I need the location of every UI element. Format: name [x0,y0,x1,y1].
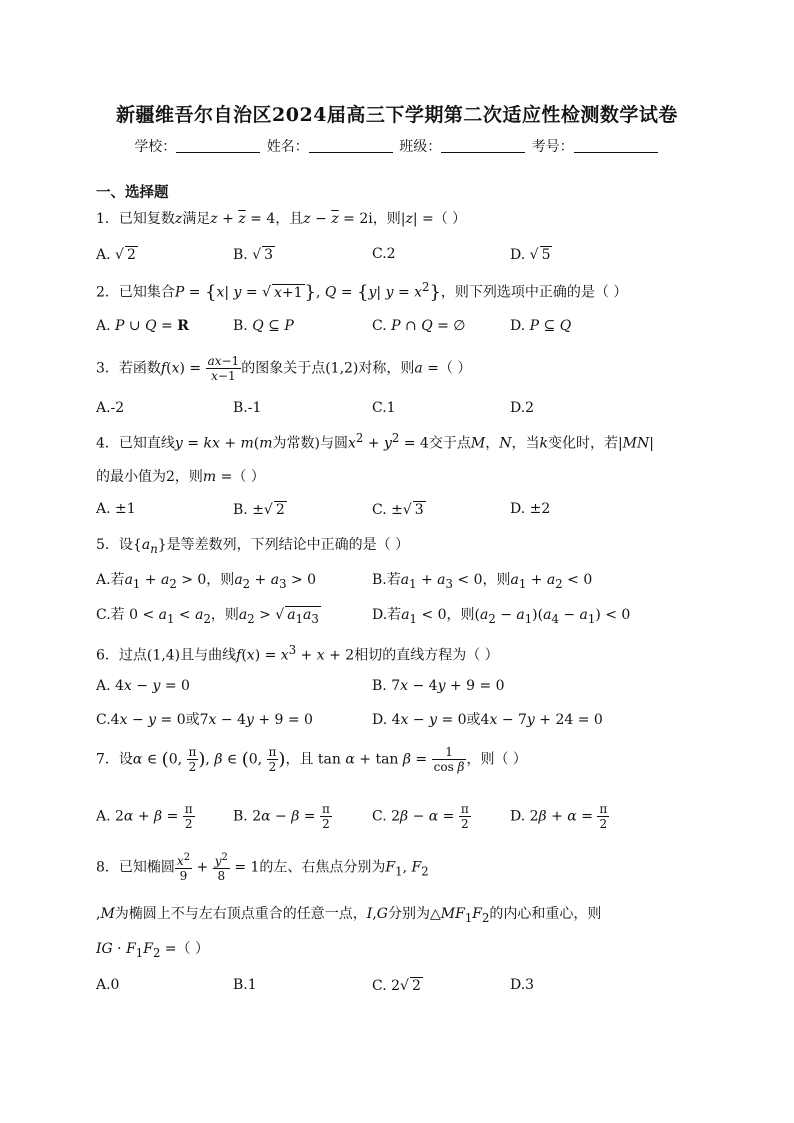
school-label: 学校： [134,139,177,155]
question-7-stem: 7．设α ∈ (0, $\frac{\pi}{2}$ ), β ∈ (0, $\frac{\pi}{2}$ )，且 tan α + tan β = $\frac{1}{\text{cos β}}$ ，则（ ） [96,745,527,774]
exam-number-blank[interactable] [574,152,658,153]
question-6-stem: 6．过点(1,4)且与曲线$f(x) = x^3 + x + 2$相切的直线方程为（ ） [96,643,499,664]
question-1-option-c[interactable]: C.2 [372,246,396,262]
question-2-option-a[interactable]: A. P ∪ Q = R [96,318,189,334]
question-4-option-d[interactable]: D. ±2 [510,501,551,517]
question-3-stem: 3．若函数f(x) = $\frac{ax-1}{x-1}$ 的图象关于点(1,2)对称，则a =（ ） [96,354,472,383]
question-7-option-c[interactable]: C. 2β − α = $\frac{\pi}{2}$ [372,802,469,831]
question-4-option-a[interactable]: A. ±1 [96,501,136,517]
class-label: 班级： [399,139,442,155]
question-1-option-b[interactable]: B. √ 3 [233,247,274,263]
question-5-option-a[interactable]: A.若$a_1 + a_2 > 0$，则$a_2 + a_3 > 0$ [96,572,317,591]
question-6-option-a[interactable]: A. 4x − y = 0 [96,678,190,694]
question-6-option-c[interactable]: C.4x − y = 0或7x − 4y + 9 = 0 [96,712,313,728]
question-8-option-a[interactable]: A.0 [96,977,120,993]
question-1-option-d[interactable]: D. √ 5 [510,247,551,263]
question-2-option-c[interactable]: C. P ∩ Q = ∅ [372,318,466,334]
question-5-option-d[interactable]: D.若$a_1 < 0$，则$(a_2 - a_1)(a_4 - a_1) < 0$ [372,607,631,626]
class-blank[interactable] [441,152,525,153]
question-7-option-d[interactable]: D. 2β + α = $\frac{\pi}{2}$ [510,802,608,831]
name-label: 姓名： [266,139,309,155]
question-8-option-c[interactable]: C. 2√ 2 [372,978,421,994]
school-blank[interactable] [176,152,260,153]
section-heading: 一、选择题 [96,184,169,201]
question-2-option-d[interactable]: D. P ⊆ Q [510,318,572,334]
question-7-option-b[interactable]: B. 2α − β = $\frac{\pi}{2}$ [233,802,330,831]
question-8-stem-line-1: 8．已知椭圆 $\frac{x^2}{9}$ + $\frac{y^2}{8}$ = 1的左、右焦点分别为$F_1$, $F_2$ [96,852,429,883]
question-4-option-b[interactable]: B. ±√ 2 [233,502,285,518]
question-8-option-d[interactable]: D.3 [510,977,535,993]
question-5-option-b[interactable]: B.若$a_1 + a_3 < 0$，则$a_1 + a_2 < 0$ [372,572,593,591]
student-info-line [0,136,794,156]
question-5-stem: 5．设$\{a_n\}$是等差数列，下列结论中正确的是（ ） [96,537,410,556]
question-6-option-b[interactable]: B. 7x − 4y + 9 = 0 [372,678,505,694]
question-3-option-b[interactable]: B.-1 [233,400,262,416]
question-4-option-c[interactable]: C. ±√ 3 [372,502,424,518]
question-4-stem-line-1: 4．已知直线y = kx + m(m为常数)与圆$x^2 + y^2 = 4$交于点M，N，当k变化时，若|MN| [96,431,654,452]
exam-number-label: 考号： [531,139,574,155]
question-1-option-a[interactable]: A. √ 2 [96,247,136,263]
question-8-option-b[interactable]: B.1 [233,977,257,993]
question-3-option-d[interactable]: D.2 [510,400,535,416]
question-4-stem-line-2: 的最小值为2，则m =（ ） [96,469,265,485]
name-blank[interactable] [309,152,393,153]
question-3-option-a[interactable]: A.-2 [96,400,125,416]
question-1-stem: 1．已知复数z满足$z + \overline{z} = 4$，且$z - \overline{z} = 2i$，则|z| =（ ） [96,211,467,227]
question-5-option-c[interactable]: C.若 $0 < a_1 < a_2$，则$a_2$ > √ $a_1a_3$ [96,607,319,626]
question-7-option-a[interactable]: A. 2α + β = $\frac{\pi}{2}$ [96,802,193,831]
exam-title: 新疆维吾尔自治区2024届高三下学期第二次适应性检测数学试卷 [116,104,678,126]
question-2-stem: 2．已知集合P = {x| y = √ x+1 }, Q = {y| $y = x^2$}，则下列选项中正确的是（ ） [96,280,628,304]
question-3-option-c[interactable]: C.1 [372,400,396,416]
question-8-stem-line-2: ,M为椭圆上不与左右顶点重合的任意一点，I,G分别为$\triangle MF_1F_2$的内心和重心，则 [96,906,602,925]
question-8-stem-line-3: IG · $F_1F_2$ =（ ） [96,941,209,960]
question-6-option-d[interactable]: D. 4x − y = 0或4x − 7y + 24 = 0 [372,712,603,728]
question-2-option-b[interactable]: B. Q ⊆ P [233,318,294,334]
